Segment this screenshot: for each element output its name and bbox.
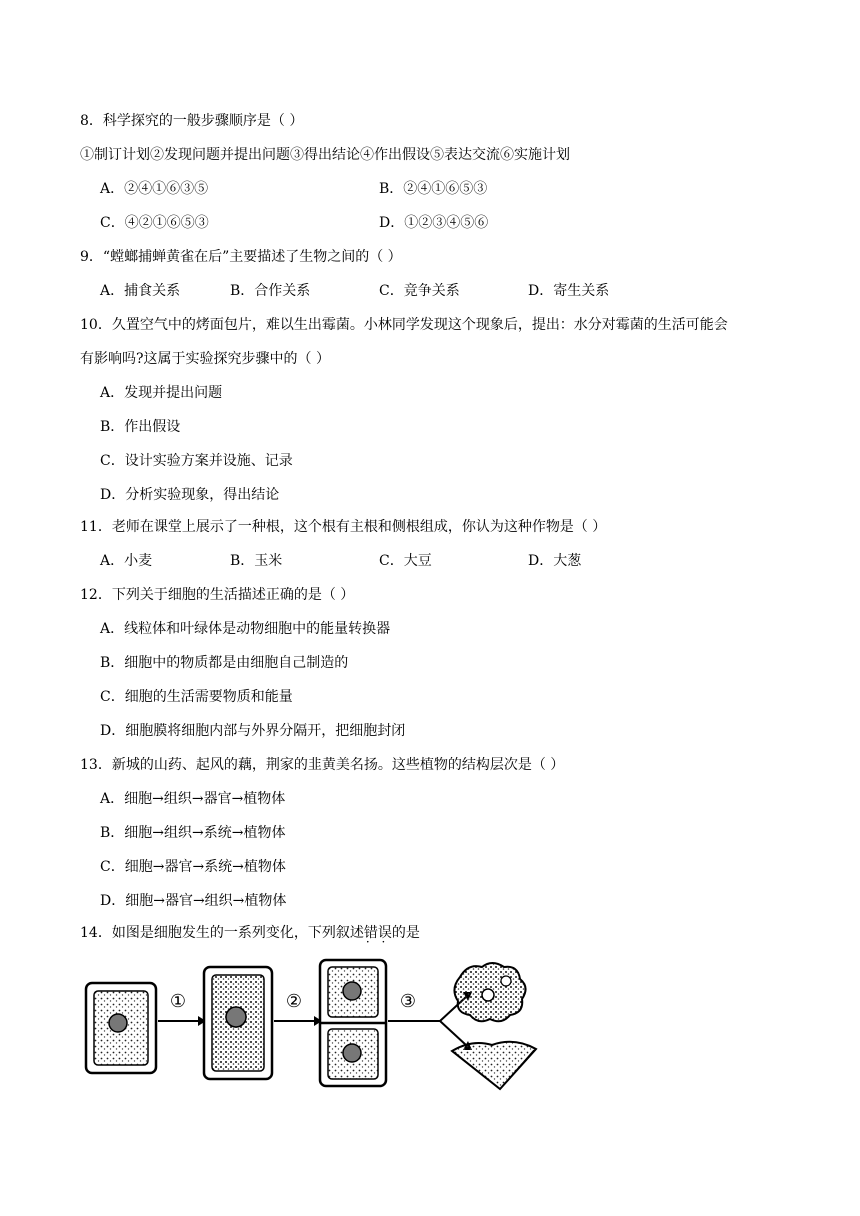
q8-option-c: C．④②①⑥⑤③: [100, 215, 209, 231]
nucleus-icon: [343, 1044, 361, 1062]
cell-division-figure: [70, 955, 540, 1100]
q9-option-b: B．合作关系: [230, 283, 311, 299]
arrow-step-2: [274, 991, 322, 1026]
q8-steps: ①制订计划②发现问题并提出问题③得出结论④作出假设⑤表达交流⑥实施计划: [80, 147, 570, 163]
q11-option-c: C．大豆: [379, 553, 432, 569]
step-label-3: ③: [399, 991, 417, 1012]
cell-original: [86, 983, 156, 1073]
q9-option-c: C．竞争关系: [379, 283, 460, 299]
q10-option-b: B．作出假设: [100, 419, 181, 435]
q12-option-b: B．细胞中的物质都是由细胞自己制造的: [100, 655, 349, 671]
q11-option-d: D．大葱: [528, 553, 582, 569]
q10-option-c: C．设计实验方案并设施、记录: [100, 453, 293, 469]
q14-stem: [80, 923, 420, 943]
q14-stem-after: 的是: [391, 925, 420, 941]
q13-option-c: C．细胞→器官→系统→植物体: [100, 859, 286, 875]
q13-option-a: A．细胞→组织→器官→植物体: [100, 791, 286, 807]
step-label-1: ①: [169, 991, 187, 1012]
q11-option-b: B．玉米: [230, 553, 283, 569]
nucleus-icon: [343, 982, 361, 1000]
q12-stem: 12．下列关于细胞的生活描述正确的是（ ）: [80, 587, 355, 603]
q8-option-b: B．②④①⑥⑤③: [379, 181, 488, 197]
q8-option-d: D．①②③④⑤⑥: [379, 215, 489, 231]
cell-grown: [204, 967, 272, 1079]
q14-stem-emphasis: 错误 · ·: [364, 923, 392, 943]
tissue-cluster: [454, 963, 525, 1021]
arrow-step-1: [158, 991, 206, 1026]
q10-stem: 10．久置空气中的烤面包片，难以生出霉菌。小林同学发现这个现象后，提出：水分对霉菌的生活可能会: [80, 317, 728, 333]
q14-stem-before: 14．如图是细胞发生的一系列变化，下列叙述: [80, 925, 364, 941]
q13-stem: 13．新城的山药、起风的藕，荆家的韭黄美名扬。这些植物的结构层次是（ ）: [80, 757, 565, 773]
nucleus-icon: [226, 1007, 246, 1027]
q10-option-a: A．发现并提出问题: [100, 385, 223, 401]
q12-option-a: A．线粒体和叶绿体是动物细胞中的能量转换器: [100, 621, 391, 637]
q8-stem: 8．科学探究的一般步骤顺序是（ ）: [80, 113, 304, 129]
step-label-2: ②: [285, 991, 303, 1012]
q12-option-d: D．细胞膜将细胞内部与外界分隔开，把细胞封闭: [100, 723, 406, 739]
q13-option-d: D．细胞→器官→组织→植物体: [100, 893, 287, 909]
tissue-layer: [452, 1042, 536, 1089]
q10-option-d: D．分析实验现象，得出结论: [100, 487, 280, 503]
cell-divided: [320, 960, 386, 1086]
q9-option-d: D．寄生关系: [528, 283, 610, 299]
q13-option-b: B．细胞→组织→系统→植物体: [100, 825, 286, 841]
q12-option-c: C．细胞的生活需要物质和能量: [100, 689, 293, 705]
q9-option-a: A．捕食关系: [100, 283, 181, 299]
q10-stem-cont: 有影响吗?这属于实验探究步骤中的（ ）: [80, 351, 330, 367]
q11-option-a: A．小麦: [100, 553, 153, 569]
q9-stem: 9．“螳螂捕蝉黄雀在后”主要描述了生物之间的（ ）: [80, 249, 402, 265]
nucleus-icon: [109, 1014, 127, 1032]
q8-option-a: A．②④①⑥③⑤: [100, 181, 209, 197]
q11-stem: 11．老师在课堂上展示了一种根，这个根有主根和侧根组成，你认为这种作物是（ ）: [80, 519, 607, 535]
